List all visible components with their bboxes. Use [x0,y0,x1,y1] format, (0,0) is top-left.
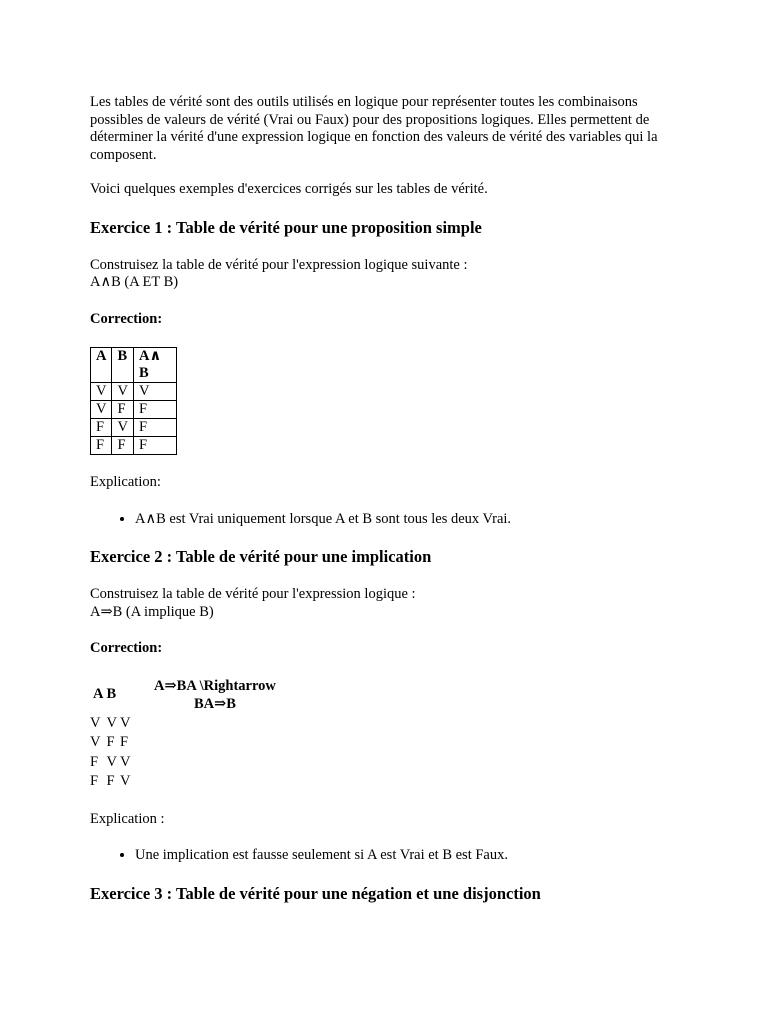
table-cell: F [106,773,115,789]
table-header-cell: B [106,686,117,703]
exercise-2-explication-label: Explication : [90,810,165,827]
exercise-2-instruction: Construisez la table de vérité pour l'expression logique : [90,586,416,602]
table-row [90,714,283,734]
table-cell: V [119,753,131,770]
table-row [91,383,177,401]
exercise-1-title: Exercice 1 : Table de vérité pour une proposition simple [90,217,482,237]
exercise-1-correction-label: Correction: [90,310,163,327]
exercise-2-explication-list [90,847,680,865]
exercise-3-title: Exercice 3 : Table de vérité pour une négation et une disjonction [90,883,541,903]
table-header-cell: A [93,686,104,703]
table-cell: V [112,383,133,401]
table-cell: F [90,753,99,770]
table-cell: F [133,419,176,437]
exercise-2-correction-label: Correction: [90,640,163,656]
table-header-cell: B [112,348,133,383]
table-row [90,753,283,773]
table-cell: V [133,383,176,401]
exercise-2-expression: A⇒B (A implique B) [90,603,214,620]
truth-table-and [90,347,177,455]
table-cell: V [90,734,101,750]
table-cell: F [106,734,115,750]
list-item: • A∧B est Vrai uniquement lorsque A et B sont tous les deux Vrai. [135,511,680,529]
exercise-2-title: Exercice 2 : Table de vérité pour une implication [90,547,432,566]
table-cell: V [106,714,117,731]
table-cell: F [133,437,176,455]
intro-paragraph: Les tables de vérité sont des outils utilisés en logique pour représenter toutes les combinaisons possibles de valeurs de vérité (Vrai ou Faux) pour des propositions logiques. Elles permettent de déterminer la vérité d'une expression logique en fonction des valeurs de vérité des variables qui la composent. [90,94,658,163]
table-row [90,772,283,792]
document-body [90,94,680,904]
table-cell: V [119,714,131,731]
table-row [91,437,177,455]
table-cell: F [112,401,133,419]
list-item: • Une implication est fausse seulement si A est Vrai et B est Faux. [135,847,680,865]
table-cell: F [90,773,99,789]
table-cell: V [106,753,117,770]
table-header-cell: A [91,348,112,383]
table-cell: V [91,383,112,401]
table-cell: F [91,437,112,455]
table-header-row [91,348,177,383]
table-header-cell: A⇒BA \Rightarrow BA⇒B [154,677,276,712]
table-row [91,419,177,437]
table-header-cell: A∧ B [133,348,176,383]
table-cell: V [91,401,112,419]
table-cell: V [119,773,131,789]
table-cell: F [91,419,112,437]
table-row [91,401,177,419]
exercise-1-instruction: Construisez la table de vérité pour l'expression logique suivante : [90,256,468,273]
exercise-1-expression: A∧B (A ET B) [90,274,179,290]
truth-table-implication [90,677,283,792]
exercise-1-explication-label: Explication: [90,474,161,490]
table-cell: F [112,437,133,455]
exercise-1-explication-list [90,511,680,529]
table-cell: F [133,401,176,419]
table-header-row [90,677,283,714]
table-cell: F [119,734,129,750]
table-cell: V [112,419,133,437]
table-cell: V [90,714,101,731]
table-row [90,733,283,753]
intro-examples-line: Voici quelques exemples d'exercices corrigés sur les tables de vérité. [90,181,488,197]
